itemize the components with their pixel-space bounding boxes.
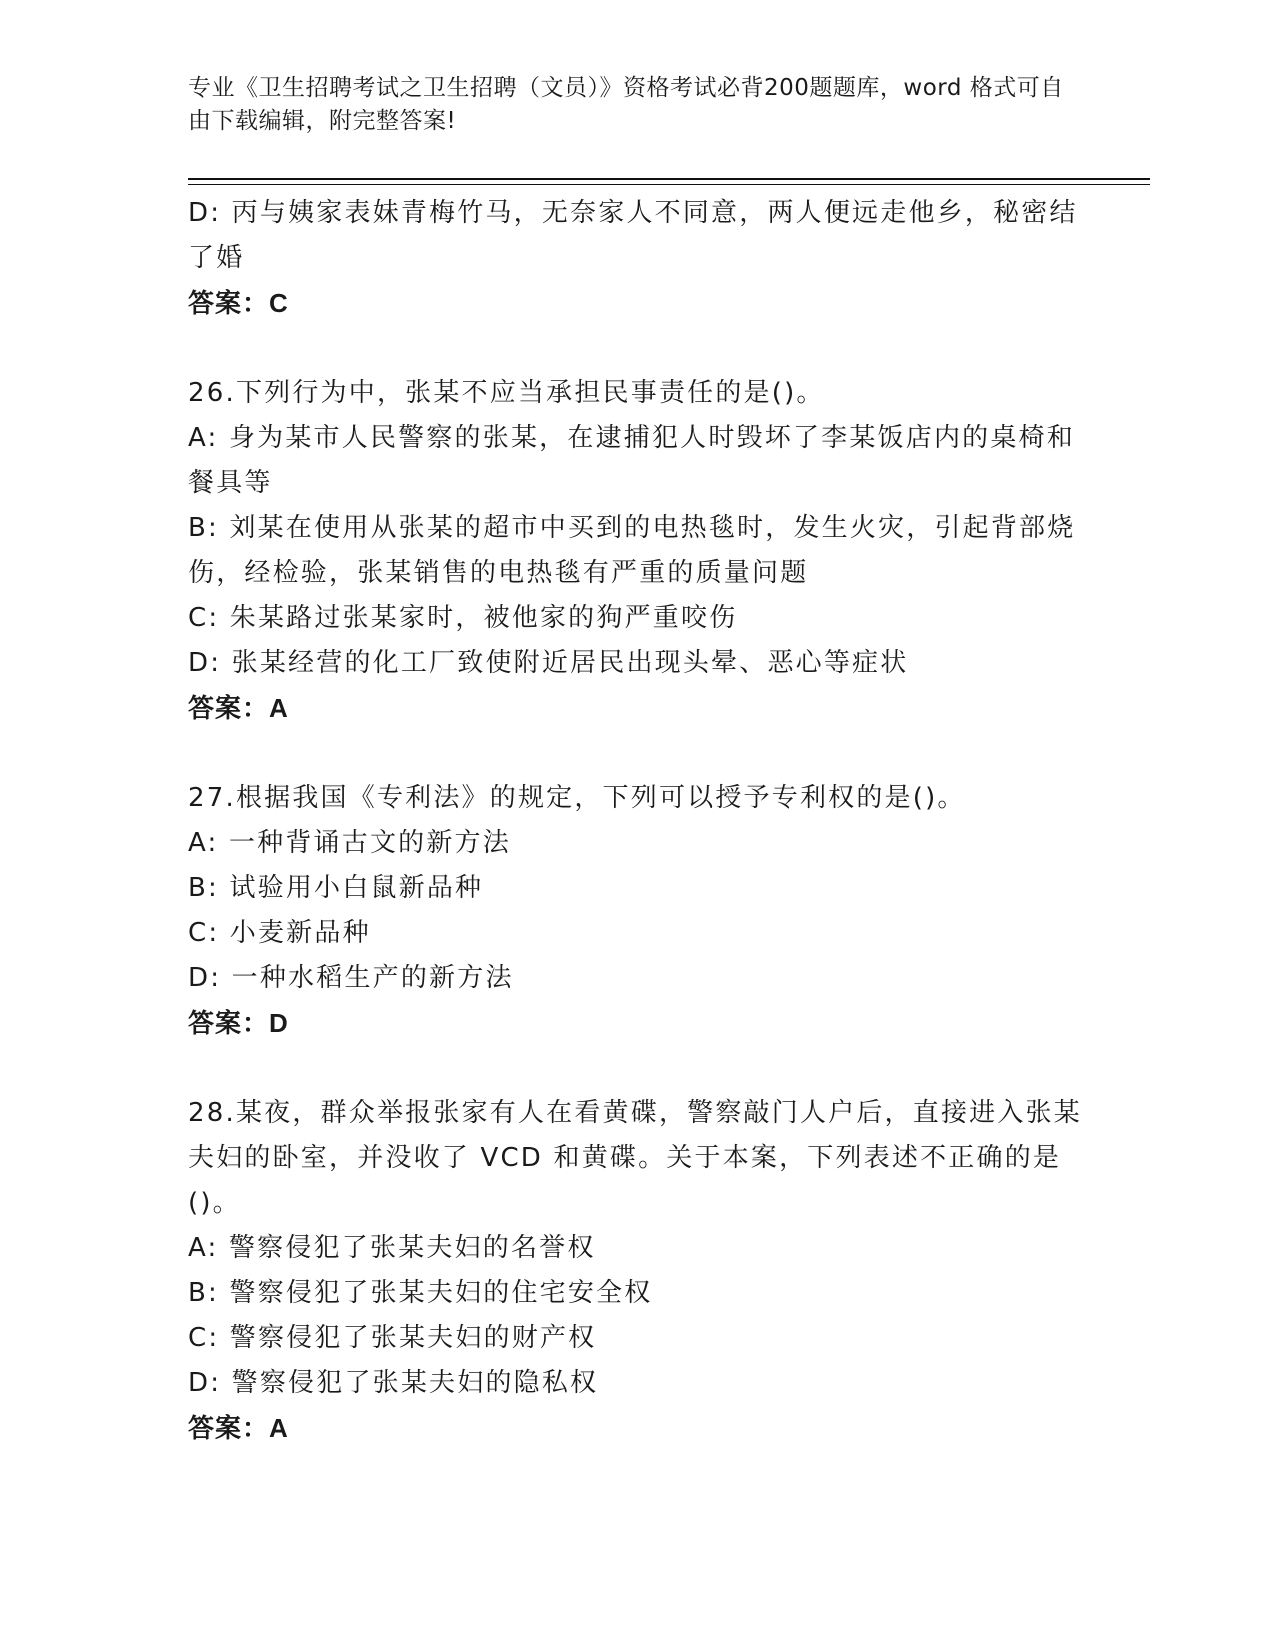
option-b: B: 警察侵犯了张某夫妇的住宅安全权 (188, 1278, 653, 1308)
option-b: B: 刘某在使用从张某的超市中买到的电热毯时，发生火灾，引起背部烧伤，经检验，张某销售的电热毯有严重的质量问题 (188, 513, 1076, 588)
option-d: D: 张某经营的化工厂致使附近居民出现头晕、恶心等症状 (188, 648, 909, 678)
header-divider-thin (188, 184, 1150, 185)
document-content (188, 191, 1088, 1451)
option-b: B: 试验用小白鼠新品种 (188, 873, 484, 903)
option-d: D: 丙与姨家表妹青梅竹马，无奈家人不同意，两人便远走他乡，秘密结了婚 (188, 198, 1078, 273)
question-stem: 26.下列行为中，张某不应当承担民事责任的是()。 (188, 378, 825, 408)
option-c: C: 警察侵犯了张某夫妇的财产权 (188, 1323, 597, 1353)
option-a: A: 警察侵犯了张某夫妇的名誉权 (188, 1233, 596, 1263)
answer-line: 答案：D (188, 1008, 289, 1038)
option-c: C: 小麦新品种 (188, 918, 371, 948)
question-27 (188, 776, 1088, 1046)
spacer (188, 1046, 1088, 1091)
option-d: D: 警察侵犯了张某夫妇的隐私权 (188, 1368, 599, 1398)
answer-line: 答案：A (188, 1413, 289, 1443)
header-divider-thick (188, 178, 1150, 180)
answer-line: 答案：A (188, 693, 289, 723)
option-c: C: 朱某路过张某家时，被他家的狗严重咬伤 (188, 603, 738, 633)
question-stem: 28.某夜，群众举报张家有人在看黄碟，警察敲门人户后，直接进入张某夫妇的卧室，并没收了 VCD 和黄碟。关于本案，下列表述不正确的是()。 (188, 1098, 1082, 1218)
option-d: D: 一种水稻生产的新方法 (188, 963, 514, 993)
question-28 (188, 1091, 1088, 1451)
answer-line: 答案：C (188, 288, 289, 318)
spacer (188, 326, 1088, 371)
option-a: A: 一种背诵古文的新方法 (188, 828, 511, 858)
spacer (188, 731, 1088, 776)
question-stem: 27.根据我国《专利法》的规定，下列可以授予专利权的是()。 (188, 783, 966, 813)
page-header: 专业《卫生招聘考试之卫生招聘（文员）》资格考试必背200题题库，word 格式可自由下载编辑，附完整答案! (188, 75, 1064, 134)
question-fragment (188, 191, 1088, 326)
option-a: A: 身为某市人民警察的张某，在逮捕犯人时毁坏了李某饭店内的桌椅和餐具等 (188, 423, 1075, 498)
question-26 (188, 371, 1088, 731)
